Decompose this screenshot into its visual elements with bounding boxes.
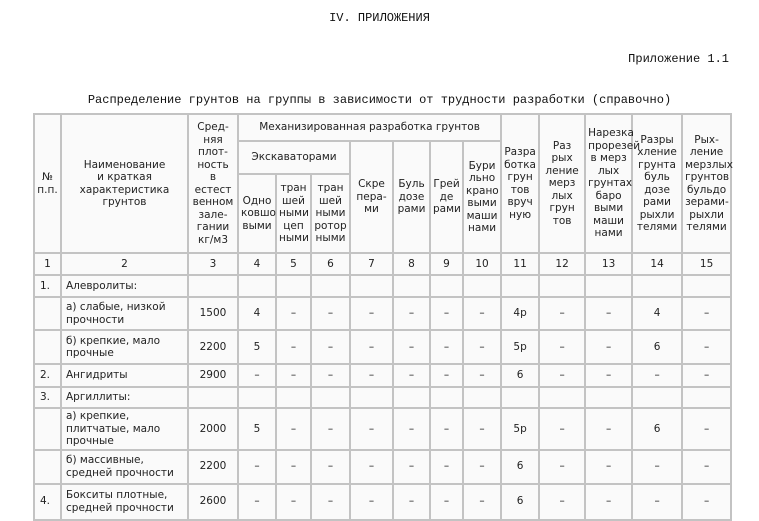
group-value (463, 275, 501, 297)
density-value: 2000 (188, 408, 238, 450)
group-value: – (682, 297, 731, 330)
group-value: – (682, 450, 731, 484)
group-value: – (276, 450, 311, 484)
soil-name: Алевролиты: (61, 275, 188, 297)
group-value: – (463, 330, 501, 364)
group-value: – (632, 450, 682, 484)
table-row (34, 275, 731, 297)
group-value: 4 (238, 297, 276, 330)
group-value: – (393, 450, 430, 484)
density-value (188, 387, 238, 408)
table-title: Распределение грунтов на группы в зависимости от трудности разработки (справочно) (87, 93, 672, 107)
group-value: – (430, 484, 463, 520)
header-mechanized: Механизированная разработка грунтов (238, 114, 501, 141)
column-number: 4 (238, 253, 276, 275)
group-value: – (350, 484, 393, 520)
group-value: – (463, 297, 501, 330)
group-value (393, 275, 430, 297)
group-value: – (276, 484, 311, 520)
group-value: – (393, 330, 430, 364)
group-value: 6 (632, 408, 682, 450)
column-number: 10 (463, 253, 501, 275)
header-name: Наименование и краткая характеристика грунтов (61, 114, 188, 253)
density-value: 2200 (188, 450, 238, 484)
header-excavators: Экскаваторами (238, 141, 350, 174)
group-value: – (430, 408, 463, 450)
group-value: – (430, 297, 463, 330)
group-value: 5р (501, 408, 539, 450)
column-number: 8 (393, 253, 430, 275)
group-value (311, 275, 350, 297)
group-value: – (276, 330, 311, 364)
table-row (34, 408, 731, 450)
header-drill: Бури льно крано выми маши нами (463, 141, 501, 253)
column-number: 1 (34, 253, 61, 275)
group-value (238, 387, 276, 408)
group-value: – (539, 450, 585, 484)
header-chain-trencher: тран шей ными цеп ными (276, 174, 311, 253)
group-value (350, 387, 393, 408)
column-number: 12 (539, 253, 585, 275)
group-value: – (682, 330, 731, 364)
group-value (682, 387, 731, 408)
column-number: 3 (188, 253, 238, 275)
group-value: 5р (501, 330, 539, 364)
header-rotor-trencher: тран шей ными ротор ными (311, 174, 350, 253)
group-value (311, 387, 350, 408)
group-value: – (393, 484, 430, 520)
group-value: 6 (501, 450, 539, 484)
group-value: – (682, 484, 731, 520)
density-value (188, 275, 238, 297)
group-value: – (350, 450, 393, 484)
table-row (34, 330, 731, 364)
group-value (682, 275, 731, 297)
soil-groups-table (33, 113, 732, 521)
group-value: – (311, 484, 350, 520)
group-value (393, 387, 430, 408)
table-row (34, 364, 731, 387)
group-value: – (539, 364, 585, 387)
group-value: – (539, 297, 585, 330)
group-value: – (393, 297, 430, 330)
group-value: – (350, 408, 393, 450)
column-number: 15 (682, 253, 731, 275)
group-value: – (238, 484, 276, 520)
density-value: 2200 (188, 330, 238, 364)
group-value: – (430, 364, 463, 387)
soil-name: Бокситы плотные, средней прочности (61, 484, 188, 520)
group-value: – (350, 330, 393, 364)
group-value: – (585, 408, 632, 450)
density-value: 2600 (188, 484, 238, 520)
group-value: – (311, 450, 350, 484)
group-value: – (682, 364, 731, 387)
header-bulldozer: Буль дозе рами (393, 141, 430, 253)
header-loosen-bulldozer: Разры хление грунта буль дозе рами рыхли телями (632, 114, 682, 253)
group-value (238, 275, 276, 297)
group-value: – (585, 364, 632, 387)
group-value: – (463, 484, 501, 520)
group-value (585, 275, 632, 297)
group-value: – (430, 450, 463, 484)
column-number: 5 (276, 253, 311, 275)
group-value: 6 (632, 330, 682, 364)
group-value: – (585, 450, 632, 484)
group-value: – (393, 408, 430, 450)
group-value (632, 387, 682, 408)
group-value (501, 387, 539, 408)
column-number: 11 (501, 253, 539, 275)
group-value: – (276, 297, 311, 330)
group-value: 5 (238, 408, 276, 450)
group-value: – (276, 408, 311, 450)
group-value: – (311, 297, 350, 330)
group-value: – (276, 364, 311, 387)
group-value: – (585, 484, 632, 520)
density-value: 1500 (188, 297, 238, 330)
header-loosen-frozen-bulldozer: Рых- ление мерзлых грунтов бульдо зерами- рыхли телями (682, 114, 731, 253)
row-number: 1. (34, 275, 61, 297)
group-value: – (585, 297, 632, 330)
group-value: – (238, 450, 276, 484)
header-num: № п.п. (34, 114, 61, 253)
row-number: 3. (34, 387, 61, 408)
header-loosen-frozen: Раз рых ление мерз лых грун тов (539, 114, 585, 253)
density-value: 2900 (188, 364, 238, 387)
group-value: – (311, 408, 350, 450)
row-number: 4. (34, 484, 61, 520)
soil-name: а) слабые, низкой прочности (61, 297, 188, 330)
group-value: – (632, 484, 682, 520)
group-value (539, 387, 585, 408)
group-value: – (430, 330, 463, 364)
section-title: IV. ПРИЛОЖЕНИЯ (329, 11, 430, 25)
group-value: – (463, 364, 501, 387)
group-value: – (238, 364, 276, 387)
column-number: 9 (430, 253, 463, 275)
table-row (34, 297, 731, 330)
group-value (539, 275, 585, 297)
group-value: – (682, 408, 731, 450)
group-value: 4 (632, 297, 682, 330)
group-value: – (585, 330, 632, 364)
soil-name: Ангидриты (61, 364, 188, 387)
column-number: 14 (632, 253, 682, 275)
group-value: – (350, 297, 393, 330)
header-grader: Грей де рами (430, 141, 463, 253)
group-value (463, 387, 501, 408)
group-value: 6 (501, 484, 539, 520)
column-number: 2 (61, 253, 188, 275)
group-value: – (463, 408, 501, 450)
group-value: – (539, 408, 585, 450)
row-number (34, 408, 61, 450)
soil-name: Аргиллиты: (61, 387, 188, 408)
table-row (34, 387, 731, 408)
header-scraper: Скре пера- ми (350, 141, 393, 253)
group-value: – (350, 364, 393, 387)
group-value (430, 275, 463, 297)
group-value: – (311, 330, 350, 364)
column-number: 13 (585, 253, 632, 275)
column-numbers-row (34, 253, 731, 275)
group-value (430, 387, 463, 408)
row-number (34, 450, 61, 484)
soil-name: а) крепкие, плитчатые, мало прочные (61, 408, 188, 450)
group-value: 4р (501, 297, 539, 330)
table-row (34, 450, 731, 484)
column-number: 6 (311, 253, 350, 275)
group-value: – (311, 364, 350, 387)
header-cutting: Нарезка прорезей в мерз лых грунтах баро выми маши нами (585, 114, 632, 253)
group-value (501, 275, 539, 297)
group-value (632, 275, 682, 297)
row-number (34, 297, 61, 330)
header-single-bucket: Одно ковшо выми (238, 174, 276, 253)
group-value (276, 387, 311, 408)
row-number: 2. (34, 364, 61, 387)
group-value: – (463, 450, 501, 484)
column-number: 7 (350, 253, 393, 275)
group-value (585, 387, 632, 408)
group-value: 6 (501, 364, 539, 387)
soil-name: б) массивные, средней прочности (61, 450, 188, 484)
group-value (350, 275, 393, 297)
group-value: – (393, 364, 430, 387)
group-value (276, 275, 311, 297)
soil-name: б) крепкие, мало прочные (61, 330, 188, 364)
table-row (34, 484, 731, 520)
group-value: – (632, 364, 682, 387)
header-density: Сред- няя плот- ность в естест венном зале- гании кг/м3 (188, 114, 238, 253)
group-value: – (539, 330, 585, 364)
row-number (34, 330, 61, 364)
group-value: 5 (238, 330, 276, 364)
header-manual: Разра ботка грун тов вруч ную (501, 114, 539, 253)
appendix-label: Приложение 1.1 (628, 52, 729, 66)
group-value: – (539, 484, 585, 520)
